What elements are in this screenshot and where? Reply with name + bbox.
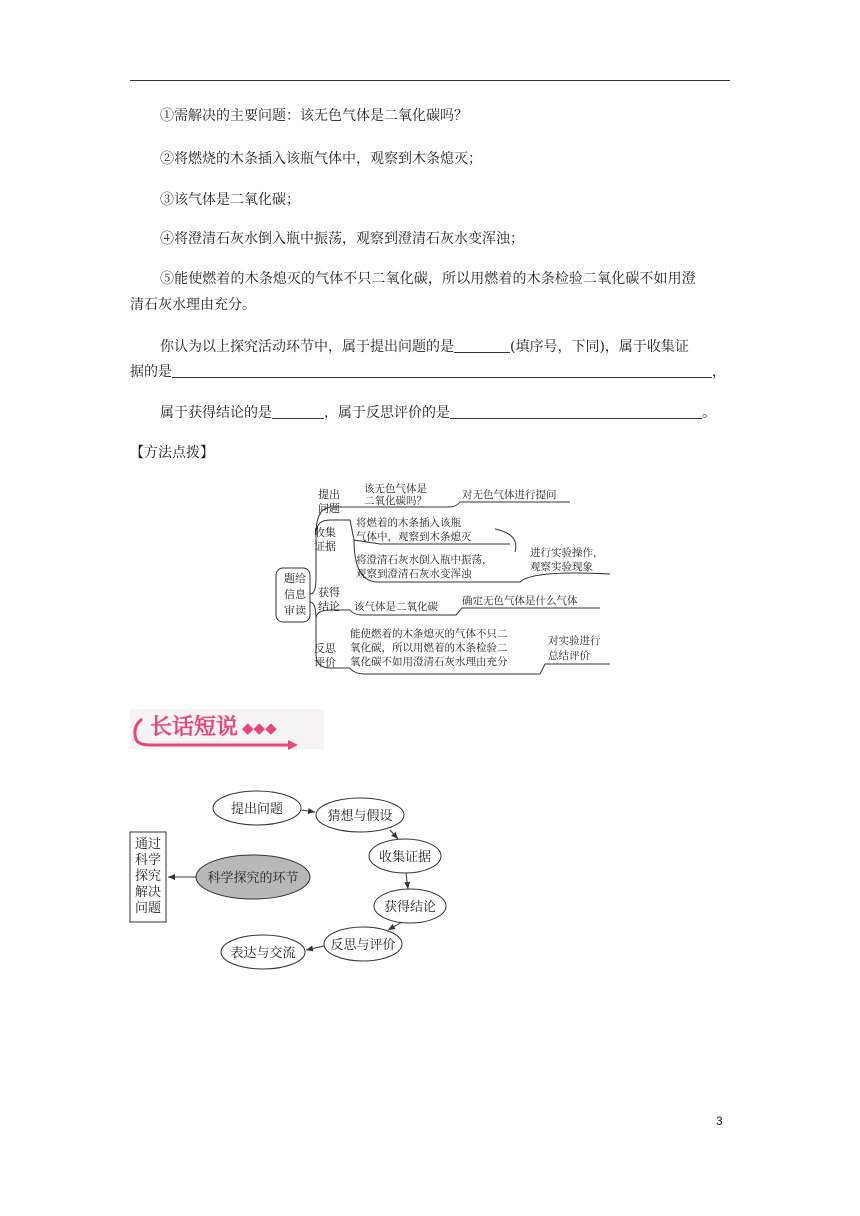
flow-step-label: 猜想与假设 <box>327 809 393 824</box>
mindmap-b4-note: 对实验进行 <box>548 635 601 647</box>
flow-result-line: 通过 <box>134 837 162 852</box>
mindmap-b1-label: 问题 <box>318 502 340 515</box>
item-2: ②将燃烧的木条插入该瓶气体中，观察到木条熄灭； <box>160 151 482 167</box>
mindmap-b4-text: 能使燃着的木条熄灭的气体不只二 <box>350 628 508 640</box>
question-line-2 <box>130 362 726 382</box>
mindmap-root-line: 信息 <box>284 588 306 601</box>
answer-blank-reflection[interactable] <box>450 403 702 419</box>
mindmap-b4-label: 反思 <box>314 642 336 655</box>
mindmap-b3-text: 该气体是二氧化碳 <box>354 601 438 613</box>
mindmap-b1-note: 对无色气体进行提问 <box>462 489 557 501</box>
method-mindmap <box>270 474 620 686</box>
question-text: 属于获得结论的是 <box>160 405 272 421</box>
mindmap-b2-label: 收集 <box>314 526 336 539</box>
mindmap-b2-text2: 观察到澄清石灰水变浑浊 <box>356 568 472 580</box>
header-rule <box>130 80 730 81</box>
flow-arrow <box>406 873 408 889</box>
flow-step-label: 表达与交流 <box>230 946 296 961</box>
mindmap-b2-text1: 气体中，观察到木条熄灭 <box>356 531 472 543</box>
mindmap-b4-text: 氧化碳不如用澄清石灰水理由充分 <box>350 656 508 668</box>
flow-step-label: 反思与评价 <box>330 938 396 953</box>
question-text: 你认为以上探究活动环节中，属于提出问题的是 <box>160 339 454 355</box>
question-text: 据的是 <box>130 364 172 380</box>
question-line-3 <box>160 403 716 423</box>
answer-blank-question[interactable] <box>454 337 510 353</box>
flow-step-label: 获得结论 <box>383 900 437 915</box>
page-number: 3 <box>716 1114 723 1128</box>
mindmap-b4-label: 评价 <box>314 656 336 669</box>
mindmap-b1-label: 提出 <box>318 488 340 501</box>
inquiry-flowchart <box>120 780 460 980</box>
mindmap-b4-note: 总结评价 <box>548 650 590 662</box>
item-4: ④将澄清石灰水倒入瓶中振荡，观察到澄清石灰水变浑浊； <box>160 231 524 247</box>
method-heading: 【方法点拨】 <box>130 445 214 461</box>
mindmap-b2-note: 观察实验现象 <box>530 561 593 573</box>
question-text: 。 <box>702 405 716 421</box>
item-5-line-1: ⑤能使燃着的木条熄灭的气体不只二氧化碳，所以用燃着的木条检验二氧化碳不如用澄 <box>160 271 696 287</box>
mindmap-b2-text2: 将澄清石灰水倒入瓶中振荡， <box>356 554 493 566</box>
question-text: ， <box>712 364 726 380</box>
mindmap-b3-note: 确定无色气体是什么气体 <box>462 595 578 607</box>
mindmap-root-line: 题给 <box>284 572 306 585</box>
flow-step-label: 提出问题 <box>230 802 284 817</box>
summary-banner <box>128 707 328 753</box>
mindmap-b3-label: 获得 <box>318 586 340 599</box>
flow-result-line: 探究 <box>134 869 162 884</box>
flow-result-line: 科学 <box>134 853 162 868</box>
mindmap-b4-text: 氧化碳，所以用燃着的木条检验二 <box>350 642 508 654</box>
banner-title: 长话短说 <box>150 714 239 739</box>
item-3: ③该气体是二氧化碳； <box>160 192 300 208</box>
answer-blank-evidence[interactable] <box>172 362 712 378</box>
flow-arrow <box>306 946 324 950</box>
flow-arrow <box>301 810 315 812</box>
flow-arrow <box>388 922 402 930</box>
mindmap-b1-text: 二氧化碳吗？ <box>364 495 427 507</box>
flow-step-label: 收集证据 <box>378 850 432 865</box>
item-1: ①需解决的主要问题：该无色气体是二氧化碳吗？ <box>160 108 468 124</box>
mindmap-b2-note: 进行实验操作， <box>530 547 604 559</box>
mindmap-root-line: 审读 <box>284 604 306 617</box>
flow-result-line: 解决 <box>134 885 162 900</box>
mindmap-b2-text1: 将燃着的木条插入该瓶 <box>356 517 461 529</box>
question-line-1 <box>160 337 689 357</box>
flow-result-line: 问题 <box>134 901 162 916</box>
mindmap-b3-label: 结论 <box>318 600 340 613</box>
item-5-line-2: 清石灰水理由充分。 <box>130 297 256 313</box>
mindmap-b1-text: 该无色气体是 <box>364 483 427 495</box>
question-text: (填序号，下同)，属于收集证 <box>510 339 689 355</box>
flow-center-label: 科学探究的环节 <box>207 871 299 886</box>
question-text: ，属于反思评价的是 <box>324 405 450 421</box>
mindmap-b2-label: 证据 <box>314 540 336 553</box>
flow-arrow <box>390 830 398 839</box>
banner-diamonds-icon: ◆◆◆ <box>242 719 277 737</box>
answer-blank-conclusion[interactable] <box>272 403 324 419</box>
